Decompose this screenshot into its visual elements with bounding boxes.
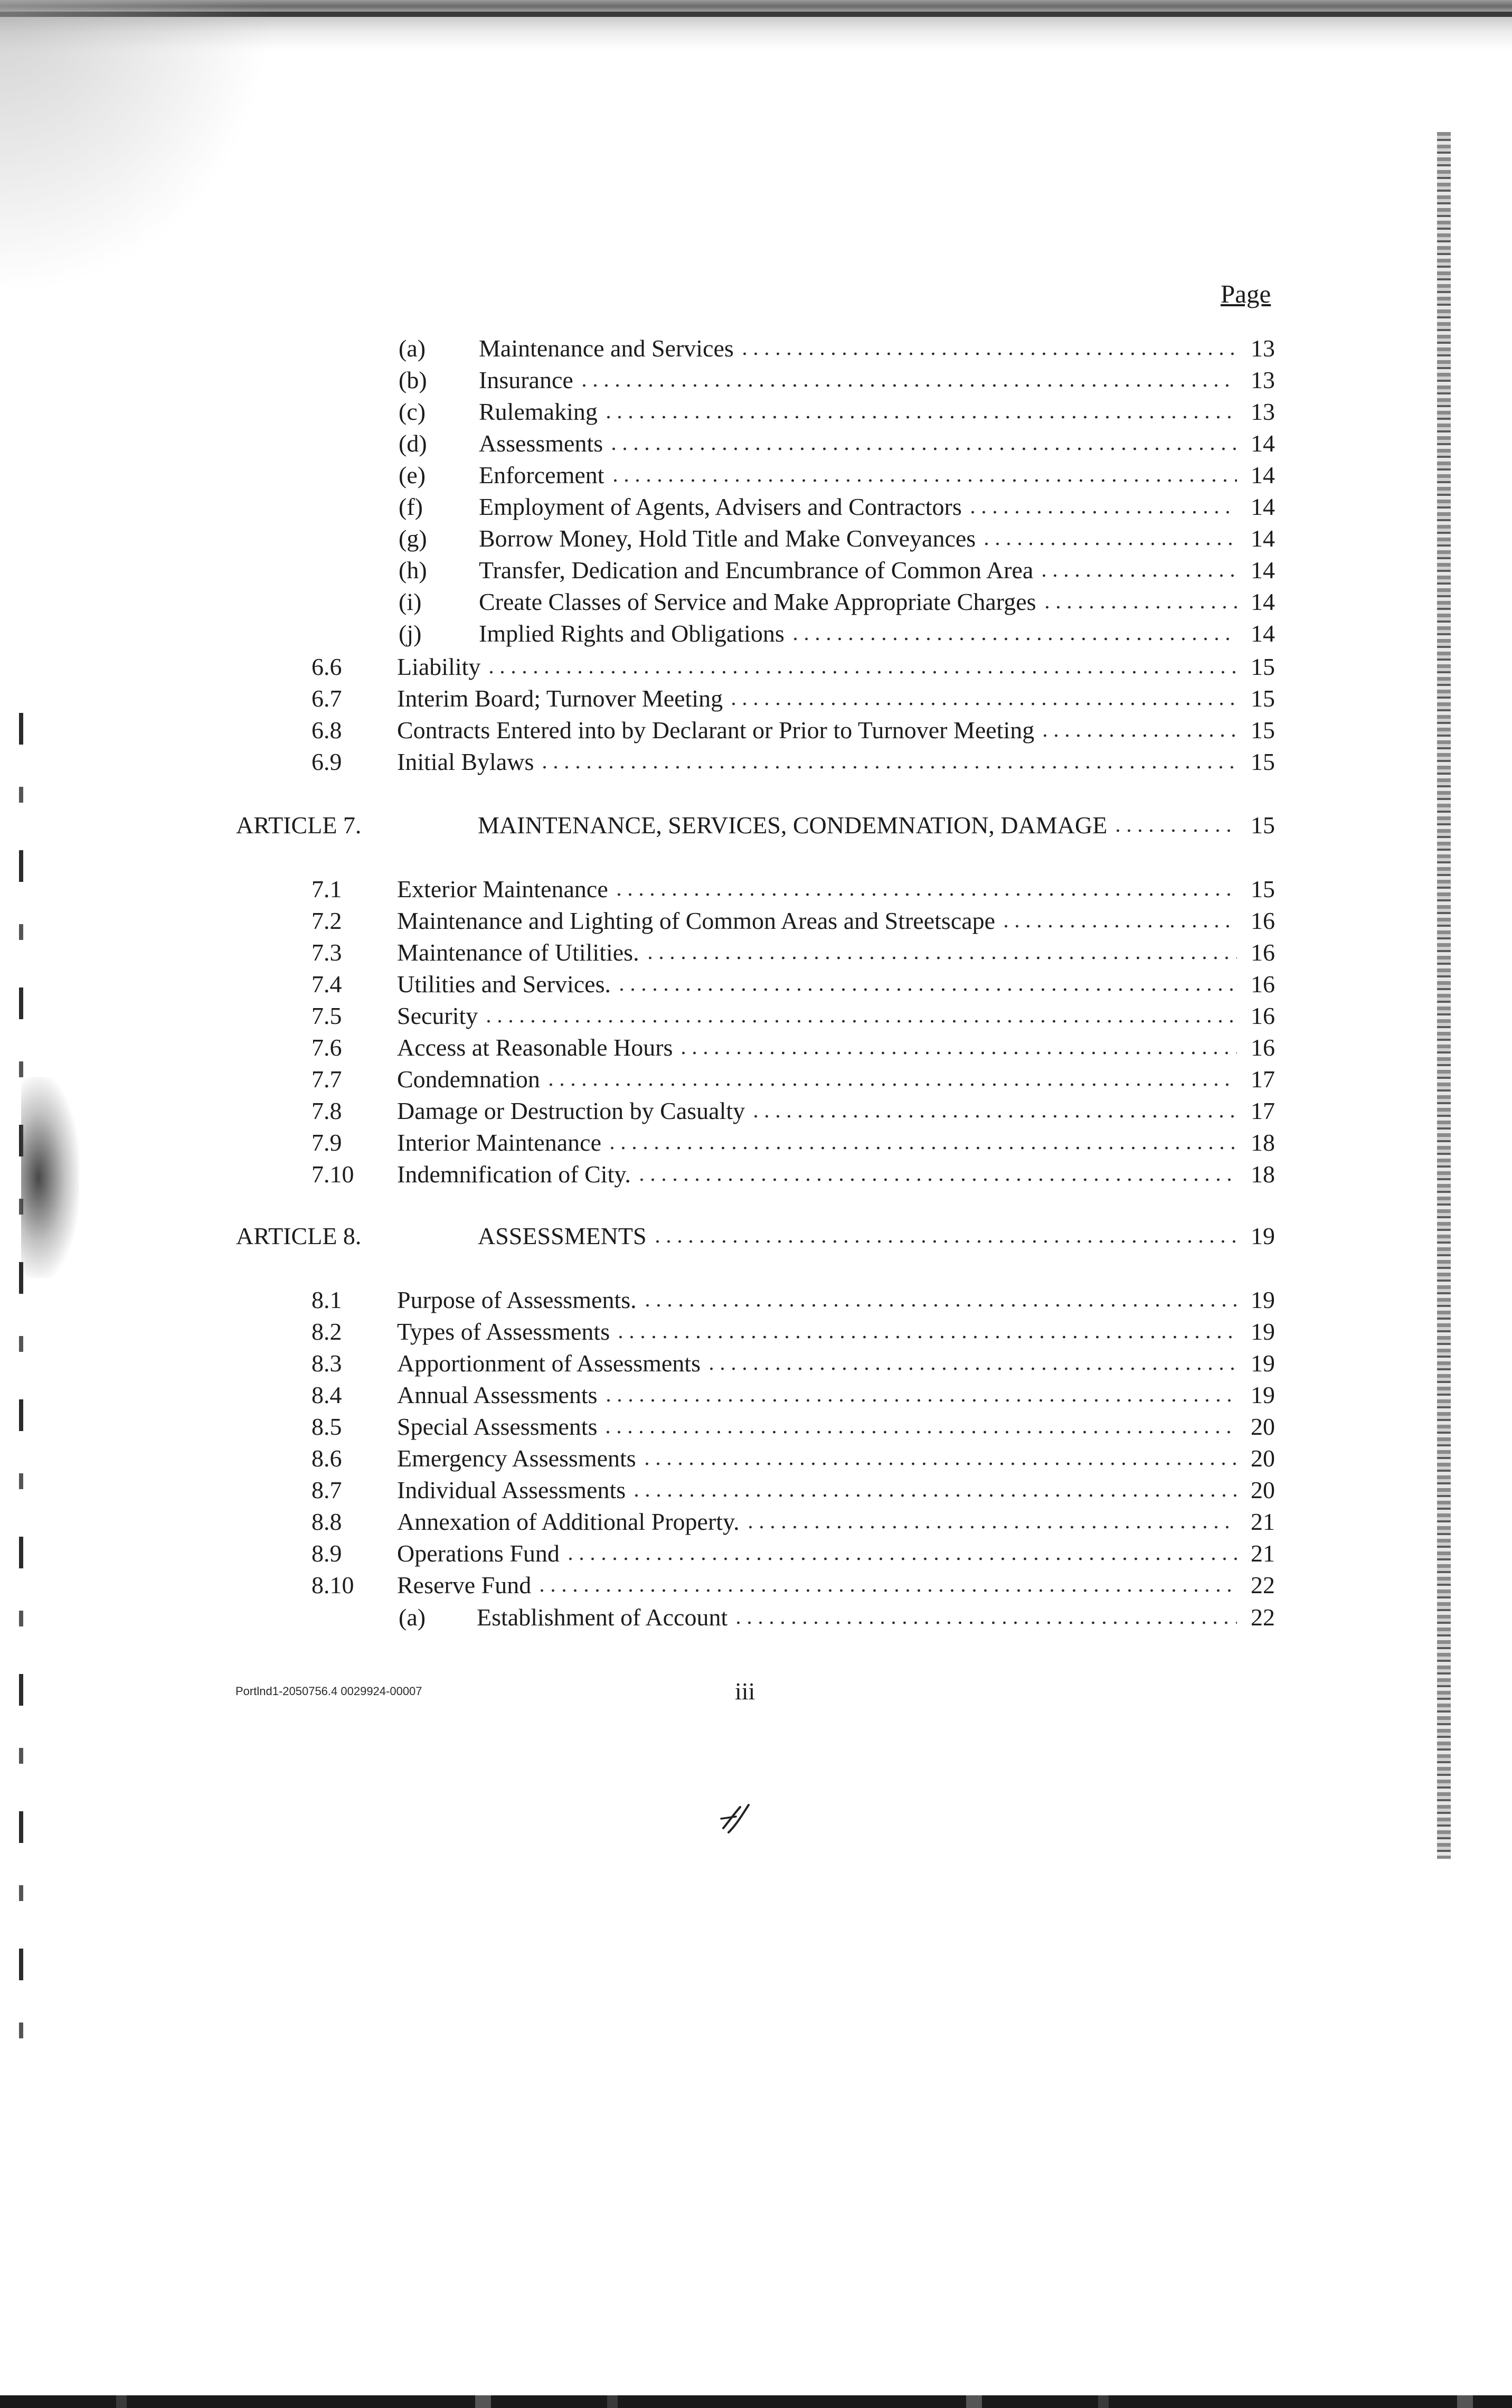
dot-leader [678, 1050, 1237, 1056]
toc-entry-title: Purpose of Assessments. [397, 1286, 637, 1313]
toc-entry-title: Maintenance and Services [479, 335, 734, 362]
dot-leader [545, 1082, 1237, 1087]
toc-subentry-row [399, 431, 1275, 456]
toc-page-number: 20 [1251, 1476, 1275, 1503]
toc-section-row [311, 1131, 1275, 1155]
page-column-heading: Page [1221, 279, 1271, 308]
toc-subentry-letter: (c) [399, 398, 426, 425]
toc-page-number: 14 [1251, 588, 1275, 615]
toc-section-row [311, 1415, 1275, 1439]
dot-leader [483, 1019, 1237, 1024]
toc-article-label: ARTICLE 7. [236, 812, 362, 839]
toc-page-number: 13 [1251, 366, 1275, 393]
toc-subentry-row [399, 526, 1275, 551]
toc-section-row [311, 940, 1275, 965]
toc-entry-title: Rulemaking [479, 398, 598, 425]
dot-leader [641, 1461, 1237, 1466]
dot-leader [536, 1588, 1237, 1593]
toc-subentry-letter: (b) [399, 366, 427, 393]
toc-section-number: 7.6 [311, 1034, 342, 1061]
toc-subentry-letter: (e) [399, 462, 426, 488]
toc-page-number: 14 [1251, 462, 1275, 488]
toc-page-number: 14 [1251, 557, 1275, 584]
toc-subentry-row [399, 1605, 1275, 1630]
toc-section-row [311, 1288, 1275, 1312]
toc-section-row [311, 1162, 1275, 1187]
dot-leader [750, 1114, 1237, 1119]
toc-section-number: 7.10 [311, 1161, 354, 1188]
toc-page-number: 17 [1251, 1066, 1275, 1093]
toc-page-number: 21 [1251, 1508, 1275, 1535]
toc-section-row [311, 1036, 1275, 1060]
toc-section-number: 8.10 [311, 1572, 354, 1598]
toc-entry-title: Enforcement [479, 462, 604, 488]
toc-page-number: 15 [1251, 876, 1275, 902]
toc-section-number: 8.7 [311, 1476, 342, 1503]
toc-section-row [311, 1099, 1275, 1123]
toc-section-number: 7.2 [311, 907, 342, 934]
toc-section-row [311, 750, 1275, 774]
dot-leader [967, 510, 1237, 515]
toc-entry-title: Maintenance of Utilities. [397, 939, 639, 966]
toc-entry-title: Operations Fund [397, 1540, 560, 1567]
toc-entry-title: Annual Assessments [397, 1381, 598, 1408]
toc-section-row [311, 718, 1275, 742]
toc-section-row [311, 1004, 1275, 1028]
scan-right-edge [1437, 132, 1451, 1859]
toc-section-row [311, 1478, 1275, 1502]
dot-leader [1112, 828, 1237, 833]
toc-subentry-letter: (i) [399, 588, 422, 615]
toc-page-number: 16 [1251, 1034, 1275, 1061]
dot-leader [631, 1493, 1237, 1498]
toc-page-number: 15 [1251, 748, 1275, 775]
toc-page-number: 19 [1251, 1350, 1275, 1377]
dot-leader [642, 1303, 1237, 1308]
toc-page-number: 19 [1251, 1222, 1275, 1249]
document-id: Portlnd1-2050756.4 0029924-00007 [235, 1685, 422, 1698]
toc-section-number: 7.3 [311, 939, 342, 966]
toc-entry-title: Access at Reasonable Hours [397, 1034, 673, 1061]
toc-page-number: 21 [1251, 1540, 1275, 1567]
toc-section-number: 7.4 [311, 971, 342, 998]
toc-section-number: 8.8 [311, 1508, 342, 1535]
toc-section-number: 8.5 [311, 1413, 342, 1440]
toc-section-number: 6.9 [311, 748, 342, 775]
dot-leader [652, 1239, 1237, 1244]
toc-subentry-letter: (a) [399, 335, 426, 362]
toc-section-number: 7.9 [311, 1129, 342, 1156]
dot-leader [602, 1429, 1237, 1435]
toc-entry-title: Assessments [479, 430, 603, 457]
toc-page-number: 14 [1251, 493, 1275, 520]
toc-section-number: 6.8 [311, 717, 342, 744]
scan-grain [0, 0, 275, 296]
toc-entry-title: Types of Assessments [397, 1318, 610, 1345]
toc-entry-title: Employment of Agents, Advisers and Contractors [479, 493, 962, 520]
dot-leader [1042, 605, 1237, 610]
dot-leader [733, 1620, 1237, 1625]
toc-section-number: 7.8 [311, 1097, 342, 1124]
dot-leader [579, 383, 1237, 388]
toc-subentry-row [399, 622, 1275, 646]
toc-article-row [236, 1224, 1275, 1248]
toc-section-row [311, 655, 1275, 679]
scan-left-edge [19, 713, 23, 2086]
toc-page-number: 20 [1251, 1413, 1275, 1440]
toc-subentry-row [399, 495, 1275, 519]
toc-section-row [311, 877, 1275, 901]
toc-page-number: 19 [1251, 1381, 1275, 1408]
toc-entry-title: Damage or Destruction by Casualty [397, 1097, 745, 1124]
toc-entry-title: Interim Board; Turnover Meeting [397, 685, 723, 712]
toc-section-row [311, 1320, 1275, 1344]
toc-subentry-row [399, 336, 1275, 361]
toc-entry-title: Transfer, Dedication and Encumbrance of Common Area [479, 557, 1034, 584]
dot-leader [790, 636, 1237, 642]
toc-section-row [311, 1573, 1275, 1597]
toc-page-number: 16 [1251, 971, 1275, 998]
toc-section-row [311, 1383, 1275, 1407]
toc-subentry-row [399, 368, 1275, 392]
dot-leader [613, 892, 1237, 897]
scan-blot [21, 1077, 79, 1278]
toc-section-number: 8.1 [311, 1286, 342, 1313]
dot-leader [486, 670, 1237, 675]
toc-section-row [311, 1351, 1275, 1376]
toc-page-number: 22 [1251, 1572, 1275, 1598]
toc-section-row [311, 1067, 1275, 1092]
toc-section-row [311, 1446, 1275, 1471]
dot-leader [616, 987, 1237, 992]
toc-entry-title: Implied Rights and Obligations [479, 620, 785, 647]
dot-leader [645, 955, 1237, 961]
toc-page-number: 20 [1251, 1445, 1275, 1472]
toc-page-number: 18 [1251, 1161, 1275, 1188]
dot-leader [636, 1177, 1237, 1182]
dot-leader [610, 478, 1237, 483]
toc-page-number: 17 [1251, 1097, 1275, 1124]
toc-subentry-row [399, 558, 1275, 582]
toc-entry-title: Utilities and Services. [397, 971, 611, 998]
toc-section-row [311, 686, 1275, 711]
toc-section-number: 8.2 [311, 1318, 342, 1345]
dot-leader [706, 1366, 1237, 1371]
toc-entry-title: Indemnification of City. [397, 1161, 631, 1188]
dot-leader [539, 765, 1237, 770]
dot-leader [1038, 573, 1237, 578]
dot-leader [981, 541, 1237, 547]
toc-subentry-row [399, 400, 1275, 424]
toc-subentry-letter: (g) [399, 525, 427, 552]
toc-page-number: 14 [1251, 620, 1275, 647]
toc-subentry-letter: (f) [399, 493, 423, 520]
toc-section-number: 8.9 [311, 1540, 342, 1567]
toc-page-number: 15 [1251, 653, 1275, 680]
toc-entry-title: Exterior Maintenance [397, 876, 608, 902]
toc-entry-title: Annexation of Additional Property. [397, 1508, 740, 1535]
toc-page-number: 14 [1251, 525, 1275, 552]
dot-leader [615, 1334, 1237, 1340]
toc-entry-title: Interior Maintenance [397, 1129, 601, 1156]
page-number: iii [735, 1678, 755, 1705]
toc-subentry-letter: (a) [399, 1604, 426, 1631]
scan-bottom-edge [0, 2395, 1512, 2408]
toc-page-number: 14 [1251, 430, 1275, 457]
toc-article-label: ARTICLE 8. [236, 1222, 362, 1249]
toc-subentry-letter: (d) [399, 430, 427, 457]
toc-page-number: 16 [1251, 1002, 1275, 1029]
toc-section-row [311, 909, 1275, 933]
dot-leader [728, 701, 1237, 707]
toc-section-number: 8.4 [311, 1381, 342, 1408]
toc-page-number: 19 [1251, 1318, 1275, 1345]
toc-section-number: 7.7 [311, 1066, 342, 1093]
toc-section-number: 6.7 [311, 685, 342, 712]
toc-article-row [236, 813, 1275, 838]
handwritten-mark-icon [718, 1801, 755, 1838]
dot-leader [603, 415, 1237, 420]
toc-subentry-row [399, 590, 1275, 614]
toc-entry-title: Establishment of Account [477, 1604, 728, 1631]
toc-entry-title: Reserve Fund [397, 1572, 532, 1598]
toc-section-number: 8.3 [311, 1350, 342, 1377]
toc-page-number: 13 [1251, 335, 1275, 362]
toc-article-title: ASSESSMENTS [478, 1222, 647, 1249]
dot-leader [608, 446, 1237, 452]
toc-section-number: 7.1 [311, 876, 342, 902]
toc-section-row [311, 1541, 1275, 1566]
dot-leader [739, 351, 1237, 356]
toc-subentry-row [399, 463, 1275, 487]
toc-entry-title: Liability [397, 653, 481, 680]
toc-page-number: 19 [1251, 1286, 1275, 1313]
toc-section-number: 6.6 [311, 653, 342, 680]
dot-leader [1040, 733, 1237, 738]
toc-subentry-letter: (j) [399, 620, 422, 647]
toc-entry-title: Special Assessments [397, 1413, 598, 1440]
toc-page-number: 15 [1251, 717, 1275, 744]
toc-subentry-letter: (h) [399, 557, 427, 584]
toc-section-row [311, 972, 1275, 996]
toc-article-title: MAINTENANCE, SERVICES, CONDEMNATION, DAMAGE [478, 812, 1108, 839]
toc-entry-title: Create Classes of Service and Make Appropriate Charges [479, 588, 1036, 615]
dot-leader [607, 1145, 1237, 1151]
toc-page-number: 16 [1251, 939, 1275, 966]
toc-page-number: 15 [1251, 685, 1275, 712]
toc-entry-title: Insurance [479, 366, 573, 393]
toc-entry-title: Condemnation [397, 1066, 540, 1093]
toc-page-number: 18 [1251, 1129, 1275, 1156]
toc-entry-title: Emergency Assessments [397, 1445, 636, 1472]
toc-entry-title: Initial Bylaws [397, 748, 534, 775]
toc-entry-title: Borrow Money, Hold Title and Make Conveyances [479, 525, 976, 552]
dot-leader [745, 1525, 1237, 1530]
toc-entry-title: Apportionment of Assessments [397, 1350, 701, 1377]
toc-section-number: 7.5 [311, 1002, 342, 1029]
toc-section-row [311, 1510, 1275, 1534]
toc-page-number: 13 [1251, 398, 1275, 425]
toc-page-number: 22 [1251, 1604, 1275, 1631]
toc-entry-title: Maintenance and Lighting of Common Areas and Streetscape [397, 907, 996, 934]
toc-entry-title: Individual Assessments [397, 1476, 626, 1503]
toc-page-number: 16 [1251, 907, 1275, 934]
toc-page-number: 15 [1251, 812, 1275, 839]
toc-section-number: 8.6 [311, 1445, 342, 1472]
toc-entry-title: Security [397, 1002, 478, 1029]
dot-leader [565, 1556, 1237, 1562]
dot-leader [603, 1398, 1237, 1403]
dot-leader [1000, 924, 1237, 929]
toc-entry-title: Contracts Entered into by Declarant or Prior to Turnover Meeting [397, 717, 1035, 744]
